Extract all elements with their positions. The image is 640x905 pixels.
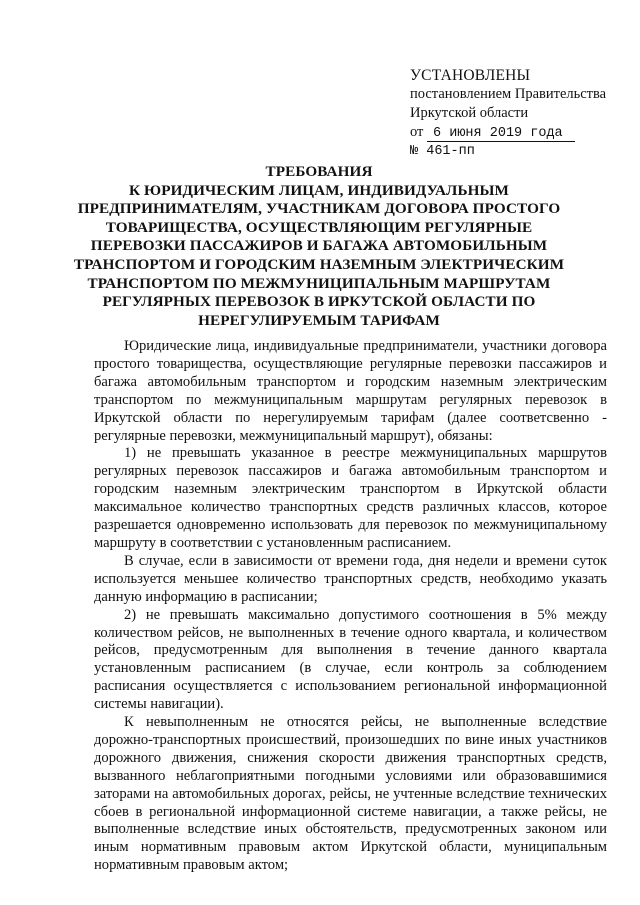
title-line: НЕРЕГУЛИРУЕМЫМ ТАРИФАМ	[198, 311, 440, 329]
approval-line-2: Иркутской области	[410, 105, 529, 121]
document-body	[94, 338, 607, 875]
title-line: ТРЕБОВАНИЯ	[265, 163, 373, 180]
title-line: ТОВАРИЩЕСТВА, ОСУЩЕСТВЛЯЮЩИМ РЕГУЛЯРНЫЕ	[105, 218, 533, 236]
number-prefix: №	[410, 144, 419, 159]
date-prefix: от	[410, 124, 424, 140]
title-line: РЕГУЛЯРНЫХ ПЕРЕВОЗОК В ИРКУТСКОЙ ОБЛАСТИ ПО	[102, 293, 536, 311]
title-line: ТРАНСПОРТОМ ПО МЕЖМУНИЦИПАЛЬНЫМ МАРШРУТАМ	[87, 274, 551, 292]
body-paragraph: Юридические лица, индивидуальные предприниматели, участники договора простого товарищества, осуществляющие регулярные перевозки пассажиров и багажа автомобильным транспортом и городским наземным электрическим транспортом по межмуниципальным маршрутам регулярных перевозок в Иркутской области по нерегулируемым тарифам (далее соответсвенно - регулярные перевозки, межмуниципальный маршрут), обязаны:	[94, 338, 607, 444]
body-paragraph: В случае, если в зависимости от времени года, дня недели и времени суток используется меньшее количество транспортных средств, необходимо указать данную информацию в расписании;	[94, 552, 607, 605]
approval-date	[410, 123, 638, 142]
body-paragraph: К невыполненным не относятся рейсы, не выполненные вследствие дорожно-транспортных происшествий, произошедших по вине иных участников дорожного движения, снижения скорости движения транспортных средств, вызванного неблагоприятными погодными условиями или образовавшимися заторами на автомобильных дорогах, рейсы, не учтенные вследствие технических сбоев в региональной информационной системе навигации, а также рейсы, не выполненные вследствие иных обстоятельств, предусмотренных законом или иным нормативным правовым актом Иркутской области, муниципальным нормативным правовым актом;	[94, 714, 607, 874]
approval-heading: УСТАНОВЛЕНЫ	[410, 67, 531, 84]
title-line: ПЕРЕВОЗКИ ПАССАЖИРОВ И БАГАЖА АВТОМОБИЛЬНЫМ	[90, 237, 548, 255]
body-paragraph: 1) не превышать указанное в реестре межмуниципальных маршрутов регулярных перевозок пассажиров и багажа автомобильным транспортом и городским наземным электрическим транспортом в Иркутской области максимальное количество транспортных средств различных классов, которое разрешается одновременно использовать для перевозок по межмуниципальному маршруту в соответствии с установленным расписанием.	[94, 445, 607, 551]
title-line: ТРАНСПОРТОМ И ГОРОДСКИМ НАЗЕМНЫМ ЭЛЕКТРИЧЕСКИМ	[73, 255, 565, 273]
date-value: 6 июня 2019 года	[427, 126, 575, 142]
document-title	[60, 163, 578, 330]
title-line: ПРЕДПРИНИМАТЕЛЯМ, УЧАСТНИКАМ ДОГОВОРА ПРОСТОГО	[77, 200, 561, 218]
body-paragraph: 2) не превышать максимально допустимого соотношения в 5% между количеством рейсов, не выполненных в течение одного квартала, и количеством рейсов, предусмотренным для выполнения в течение данного квартала установленным расписанием (в случае, если контроль за соблюдением расписания осуществляется с использованием региональной информационной системы навигации).	[94, 606, 607, 713]
number-value: 461-пп	[426, 144, 475, 159]
title-line: К ЮРИДИЧЕСКИМ ЛИЦАМ, ИНДИВИДУАЛЬНЫМ	[129, 181, 509, 199]
approval-block	[410, 66, 638, 161]
approval-line-1: постановлением Правительства	[410, 86, 607, 102]
approval-number	[410, 142, 638, 161]
